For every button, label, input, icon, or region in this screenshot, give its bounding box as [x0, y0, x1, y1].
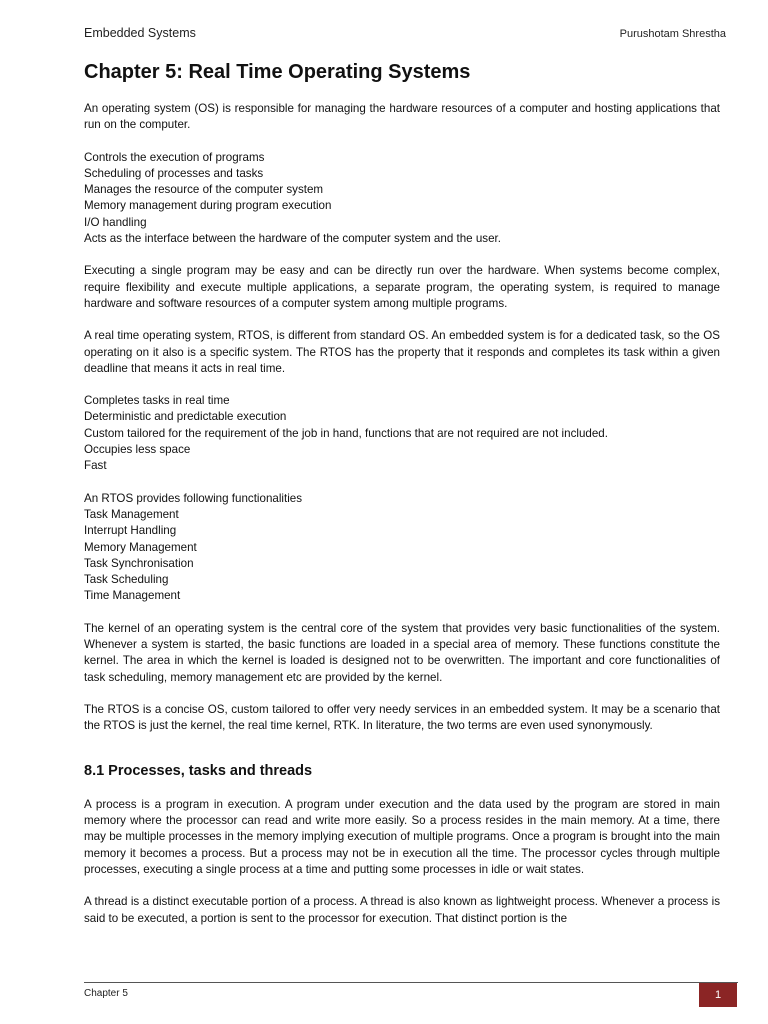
list-item: Scheduling of processes and tasks — [84, 166, 264, 180]
header-author: Purushotam Shrestha — [619, 28, 726, 40]
list-item: Manages the resource of the computer system — [84, 183, 324, 197]
footer-chapter: Chapter 5 — [84, 988, 128, 999]
list-item: Memory Management — [84, 540, 197, 554]
header-book-title: Embedded Systems — [84, 26, 196, 40]
single-program-paragraph: Executing a single program may be easy and can be directly run over the hardware. When systems become complex, require flexibility and execute multiple applications, a separate program, the operating system, is required to manage hardware and software resources of a computer system among multiple programs. — [84, 264, 720, 310]
list-item: I/O handling — [84, 215, 147, 229]
page-header — [84, 26, 726, 40]
list-item: Controls the execution of programs — [84, 150, 265, 164]
footer-divider — [84, 982, 738, 983]
kernel-paragraph: The kernel of an operating system is the central core of the system that provides very basic functionalities of the system. Whenever a system is started, the basic functions are loaded in a special area of memory. These functions constitute the kernel. The area in which the kernel is loaded is designed not to be overwritten. The important and core functionalities of task scheduling, memory management etc are provided by the kernel. — [84, 621, 720, 684]
list-item: Occupies less space — [84, 443, 191, 457]
os-functions-list — [84, 150, 720, 248]
list-item: Time Management — [84, 589, 181, 603]
rtk-paragraph: The RTOS is a concise OS, custom tailored to offer very needy services in an embedded system. It may be a scenario that the RTOS is just the kernel, the real time kernel, RTK. In literature, the two terms are even used synonymously. — [84, 702, 720, 733]
list-item: Fast — [84, 459, 107, 473]
intro-paragraph: An operating system (OS) is responsible for managing the hardware resources of a computer and hosting applications that run on the computer. — [84, 102, 720, 132]
list-item: Interrupt Handling — [84, 524, 177, 538]
page-title: Chapter 5: Real Time Operating Systems — [84, 61, 471, 83]
list-item: Memory management during program execution — [84, 199, 332, 213]
list-item: Completes tasks in real time — [84, 394, 230, 408]
thread-paragraph: A thread is a distinct executable portion of a process. A thread is also known as lightweight process. Whenever a process is said to be executed, a portion is sent to the processor for execution. That distinct portion is the — [84, 895, 720, 925]
list-item: Custom tailored for the requirement of the job in hand, functions that are not required are not included. — [84, 426, 608, 440]
section-heading: 8.1 Processes, tasks and threads — [84, 762, 313, 779]
list-item: Deterministic and predictable execution — [84, 410, 287, 424]
rtos-functionalities-list — [84, 491, 720, 605]
list-item: Task Synchronisation — [84, 556, 194, 570]
list-item: Task Management — [84, 507, 179, 521]
document-body — [84, 101, 720, 943]
page-number-badge: 1 — [699, 983, 737, 1007]
functionalities-intro: An RTOS provides following functionalities — [84, 491, 303, 505]
rtos-properties-list — [84, 393, 720, 474]
rtos-paragraph: A real time operating system, RTOS, is different from standard OS. An embedded system is for a dedicated task, so the OS operating on it also is a specific system. The RTOS has the property that it responds and completes its task within a given deadline that means it acts in real time. — [84, 329, 720, 375]
list-item: Acts as the interface between the hardware of the computer system and the user. — [84, 232, 501, 246]
process-paragraph: A process is a program in execution. A program under execution and the data used by the program are stored in main memory where the processor can read and write more easily. So a process resides in the main memory. At a time, there may be multiple processes in the memory implying execution of multiple programs. Once a program is brought into the main memory it becomes a process. But a process may not be in execution all the time. The processor cycles through multiple processes, executing a single process at a time and putting some processes in idle or wait states. — [84, 797, 720, 876]
list-item: Task Scheduling — [84, 573, 169, 587]
